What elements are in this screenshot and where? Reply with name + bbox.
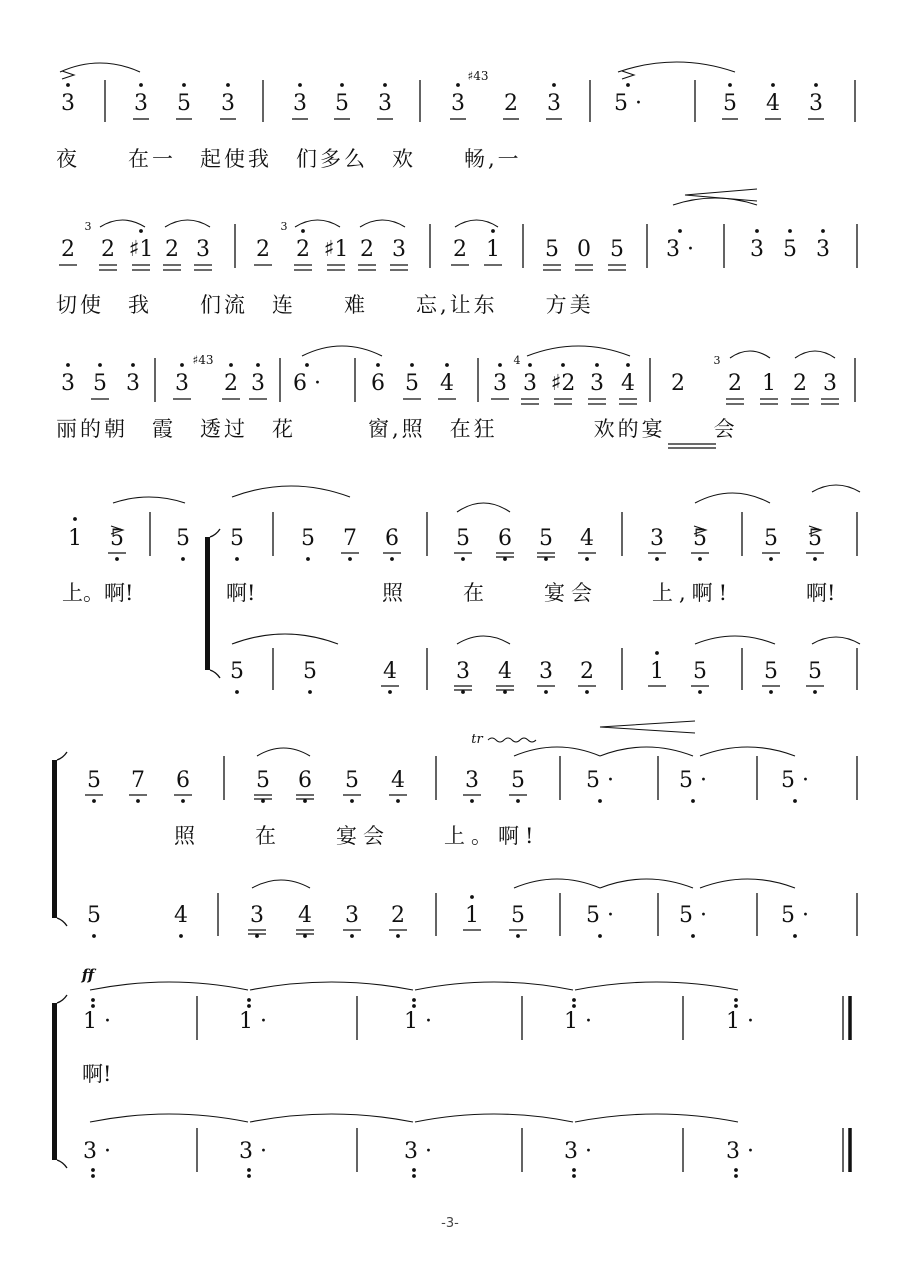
note-digit: 5 bbox=[301, 526, 315, 551]
slur-mark bbox=[730, 351, 770, 358]
note-digit: 5 bbox=[405, 371, 419, 396]
note-digit: 5 bbox=[345, 768, 359, 793]
note-digit: 5 bbox=[176, 526, 190, 551]
slur-mark bbox=[90, 1114, 248, 1122]
note-digit: 1 · bbox=[404, 1009, 432, 1034]
octave-dot-above bbox=[226, 83, 230, 87]
note-digit: 3 · bbox=[666, 237, 694, 262]
slur-mark bbox=[527, 346, 630, 356]
octave-dot-below bbox=[247, 1174, 251, 1178]
note-digit: 5 · bbox=[679, 768, 707, 793]
note-digit: 3 · bbox=[83, 1139, 111, 1164]
bracket-hook bbox=[210, 670, 220, 678]
octave-dot-above bbox=[247, 998, 251, 1002]
octave-dot-above bbox=[626, 83, 630, 87]
note-digit: 1 bbox=[68, 526, 82, 551]
octave-dot-above bbox=[678, 229, 682, 233]
note-digit: 2 bbox=[728, 371, 742, 396]
octave-dot-above bbox=[66, 363, 70, 367]
note-digit: 5 bbox=[764, 659, 778, 684]
octave-dot-above bbox=[412, 998, 416, 1002]
octave-dot-above bbox=[445, 363, 449, 367]
note-digit: 5 · bbox=[679, 903, 707, 928]
note-digit: 5 bbox=[539, 526, 553, 551]
note-digit: 5 bbox=[610, 237, 624, 262]
octave-dot-below bbox=[769, 557, 773, 561]
bracket-hook bbox=[57, 752, 67, 760]
octave-dot-above bbox=[728, 83, 732, 87]
slur-mark bbox=[232, 486, 350, 497]
octave-dot-below bbox=[734, 1174, 738, 1178]
dynamic-mark: ff bbox=[81, 966, 95, 984]
note-digit: 2 bbox=[504, 91, 518, 116]
note-digit: 3 bbox=[378, 91, 392, 116]
octave-dot-above bbox=[91, 998, 95, 1002]
slur-mark bbox=[415, 982, 573, 990]
note-digit: 5 bbox=[93, 371, 107, 396]
note-digit: 2 bbox=[580, 659, 594, 684]
slur-mark bbox=[812, 637, 860, 644]
slur-mark bbox=[415, 1114, 573, 1122]
slur-mark bbox=[90, 982, 248, 990]
note-digit: 5 bbox=[511, 903, 525, 928]
lyrics-line-2: 切使 我 们流 连 难 忘,让东 方美 bbox=[56, 293, 594, 317]
note-digit: 5 bbox=[511, 768, 525, 793]
note-digit: 4 bbox=[621, 371, 635, 396]
slur-mark bbox=[295, 220, 340, 227]
octave-dot-above bbox=[182, 83, 186, 87]
octave-dot-below bbox=[412, 1168, 416, 1172]
octave-dot-above bbox=[552, 83, 556, 87]
slur-mark bbox=[232, 634, 338, 644]
note-digit: 3 bbox=[816, 237, 830, 262]
octave-dot-above bbox=[595, 363, 599, 367]
octave-dot-above bbox=[788, 229, 792, 233]
grace-note-mark: 4 bbox=[513, 354, 521, 367]
grace-note-mark: 3 bbox=[280, 220, 288, 233]
bracket-hook bbox=[57, 995, 67, 1003]
note-digit: 7 bbox=[343, 526, 357, 551]
octave-dot-below bbox=[303, 934, 307, 938]
note-digit: 3 · bbox=[239, 1139, 267, 1164]
octave-dot-below bbox=[470, 799, 474, 803]
octave-dot-below bbox=[308, 690, 312, 694]
slur-mark bbox=[360, 220, 405, 227]
note-digit: 2 bbox=[360, 237, 374, 262]
octave-dot-above bbox=[340, 83, 344, 87]
lyrics-line-1: 夜 在一 起使我 们多么 欢 畅,一 bbox=[56, 147, 522, 171]
note-digit: 4 bbox=[766, 91, 780, 116]
octave-dot-below bbox=[350, 799, 354, 803]
octave-dot-below bbox=[461, 690, 465, 694]
slur-mark bbox=[575, 982, 738, 990]
note-digit: 5 bbox=[783, 237, 797, 262]
octave-dot-below bbox=[350, 934, 354, 938]
octave-dot-above bbox=[498, 363, 502, 367]
octave-dot-below bbox=[91, 1174, 95, 1178]
octave-dot-above bbox=[470, 895, 474, 899]
slur-mark bbox=[60, 63, 140, 72]
octave-dot-above bbox=[572, 998, 576, 1002]
accent-mark bbox=[62, 71, 74, 79]
slur-mark bbox=[812, 485, 860, 492]
octave-dot-below bbox=[572, 1174, 576, 1178]
bracket-hook bbox=[210, 529, 220, 537]
octave-dot-below bbox=[698, 557, 702, 561]
lyrics-line-4b: 啊! bbox=[226, 581, 256, 605]
note-digit: 5 bbox=[693, 659, 707, 684]
note-digit: 6 · bbox=[293, 371, 321, 396]
page-number: -3- bbox=[441, 1216, 459, 1231]
slur-mark bbox=[257, 748, 310, 756]
note-digit: 1 bbox=[650, 659, 664, 684]
octave-dot-above bbox=[626, 363, 630, 367]
octave-dot-above bbox=[180, 363, 184, 367]
note-digit: 3 bbox=[547, 91, 561, 116]
note-digit: 3 bbox=[823, 371, 837, 396]
note-digit: 2 bbox=[296, 237, 310, 262]
octave-dot-below bbox=[306, 557, 310, 561]
note-digit: 6 bbox=[498, 526, 512, 551]
lyrics-line-4d: 啊! bbox=[806, 581, 836, 605]
slur-mark bbox=[695, 493, 770, 503]
slur-mark bbox=[618, 62, 735, 72]
note-digit: 5 bbox=[335, 91, 349, 116]
octave-dot-below bbox=[698, 690, 702, 694]
note-digit: 5 bbox=[764, 526, 778, 551]
octave-dot-below bbox=[544, 557, 548, 561]
note-digit: 5 · bbox=[586, 768, 614, 793]
octave-dot-above bbox=[73, 517, 77, 521]
note-digit: 4 bbox=[391, 768, 405, 793]
lyrics-line-5: 照 在 宴会 上。啊! bbox=[174, 824, 540, 848]
octave-dot-below bbox=[691, 934, 695, 938]
octave-dot-below bbox=[793, 934, 797, 938]
slur-mark bbox=[302, 346, 382, 356]
trill-mark: tr bbox=[471, 732, 483, 747]
slur-mark bbox=[113, 497, 185, 503]
hairpin-mark bbox=[600, 721, 695, 733]
note-digit: 1 · bbox=[726, 1009, 754, 1034]
note-digit: 3 bbox=[523, 371, 537, 396]
note-digit: 3 bbox=[196, 237, 210, 262]
note-digit: 3 bbox=[61, 91, 75, 116]
octave-dot-above bbox=[491, 229, 495, 233]
octave-dot-above bbox=[383, 83, 387, 87]
octave-dot-below bbox=[585, 690, 589, 694]
octave-dot-below bbox=[92, 799, 96, 803]
note-digit: 2 bbox=[391, 903, 405, 928]
note-digit: 1 bbox=[465, 903, 479, 928]
slur-mark bbox=[575, 1114, 738, 1122]
note-digit: ♯1 bbox=[128, 237, 154, 262]
octave-dot-above bbox=[572, 1004, 576, 1008]
octave-dot-below bbox=[516, 934, 520, 938]
note-digit: 5 · bbox=[614, 91, 642, 116]
bracket-hook bbox=[57, 1160, 67, 1168]
octave-dot-above bbox=[376, 363, 380, 367]
note-digit: 1 · bbox=[239, 1009, 267, 1034]
slur-mark bbox=[795, 351, 835, 358]
octave-dot-below bbox=[655, 557, 659, 561]
octave-dot-below bbox=[691, 799, 695, 803]
note-digit: 3 bbox=[126, 371, 140, 396]
note-digit: 3 · bbox=[404, 1139, 432, 1164]
octave-dot-below bbox=[503, 690, 507, 694]
octave-dot-above bbox=[131, 363, 135, 367]
octave-dot-above bbox=[412, 1004, 416, 1008]
slur-mark bbox=[514, 879, 600, 888]
note-digit: 5 bbox=[808, 659, 822, 684]
note-digit: 0 bbox=[577, 237, 591, 262]
note-digit: 1 bbox=[762, 371, 776, 396]
octave-dot-above bbox=[734, 1004, 738, 1008]
slur-mark bbox=[250, 982, 413, 990]
lyrics-line-4a: 上。啊! bbox=[62, 581, 134, 605]
octave-dot-below bbox=[390, 557, 394, 561]
note-digit: 3 bbox=[61, 371, 75, 396]
octave-dot-above bbox=[301, 229, 305, 233]
octave-dot-below bbox=[303, 799, 307, 803]
octave-dot-above bbox=[655, 651, 659, 655]
octave-dot-below bbox=[461, 557, 465, 561]
note-digit: 3 bbox=[293, 91, 307, 116]
octave-dot-below bbox=[813, 690, 817, 694]
note-digit: 5 · bbox=[781, 903, 809, 928]
slur-mark bbox=[514, 747, 600, 756]
note-digit: 5 bbox=[87, 768, 101, 793]
note-digit: 3 bbox=[134, 91, 148, 116]
note-digit: 5 bbox=[177, 91, 191, 116]
note-digit: 3 bbox=[650, 526, 664, 551]
note-digit: 2 bbox=[793, 371, 807, 396]
note-digit: 2 bbox=[165, 237, 179, 262]
note-digit: 4 bbox=[383, 659, 397, 684]
grace-note-mark: 3 bbox=[84, 220, 92, 233]
note-digit: 7 bbox=[131, 768, 145, 793]
note-digit: 2 bbox=[101, 237, 115, 262]
grace-note-mark: ♯43 bbox=[192, 353, 214, 367]
octave-dot-below bbox=[396, 799, 400, 803]
note-digit: 5 bbox=[303, 659, 317, 684]
octave-dot-above bbox=[305, 363, 309, 367]
note-digit: 2 bbox=[61, 237, 75, 262]
octave-dot-below bbox=[734, 1168, 738, 1172]
note-digit: 3 bbox=[539, 659, 553, 684]
slur-mark bbox=[250, 1114, 413, 1122]
note-digit: 4 bbox=[440, 371, 454, 396]
octave-dot-below bbox=[181, 799, 185, 803]
note-digit: 3 bbox=[251, 371, 265, 396]
octave-dot-above bbox=[410, 363, 414, 367]
slur-mark bbox=[165, 220, 210, 227]
slur-mark bbox=[600, 879, 693, 888]
system-bracket bbox=[52, 1003, 57, 1160]
octave-dot-below bbox=[115, 557, 119, 561]
octave-dot-below bbox=[136, 799, 140, 803]
lyrics-line-6: 啊! bbox=[82, 1062, 112, 1086]
octave-dot-below bbox=[235, 690, 239, 694]
system-bracket bbox=[205, 537, 210, 670]
octave-dot-above bbox=[247, 1004, 251, 1008]
octave-dot-below bbox=[179, 934, 183, 938]
note-digit: 5 bbox=[545, 237, 559, 262]
note-digit: 5 bbox=[110, 526, 124, 551]
note-digit: 5 bbox=[456, 526, 470, 551]
octave-dot-above bbox=[91, 1004, 95, 1008]
system-bracket bbox=[52, 760, 57, 918]
slur-mark bbox=[673, 198, 757, 205]
octave-dot-above bbox=[456, 83, 460, 87]
octave-dot-above bbox=[734, 998, 738, 1002]
trill-wavy-line bbox=[488, 738, 536, 742]
grace-note-mark: ♯43 bbox=[467, 69, 489, 83]
octave-dot-below bbox=[261, 799, 265, 803]
note-digit: ♯2 bbox=[550, 371, 576, 396]
note-digit: 2 bbox=[224, 371, 238, 396]
octave-dot-above bbox=[66, 83, 70, 87]
octave-dot-below bbox=[396, 934, 400, 938]
note-digit: 5 bbox=[230, 659, 244, 684]
note-digit: 3 bbox=[392, 237, 406, 262]
octave-dot-below bbox=[247, 1168, 251, 1172]
octave-dot-below bbox=[91, 1168, 95, 1172]
octave-dot-above bbox=[139, 83, 143, 87]
slur-mark bbox=[457, 636, 510, 644]
note-digit: 6 bbox=[176, 768, 190, 793]
slur-mark bbox=[457, 503, 510, 512]
note-digit: 2 bbox=[256, 237, 270, 262]
octave-dot-below bbox=[388, 690, 392, 694]
note-digit: 6 bbox=[371, 371, 385, 396]
octave-dot-above bbox=[821, 229, 825, 233]
note-digit: 3 · bbox=[726, 1139, 754, 1164]
note-digit: 6 bbox=[298, 768, 312, 793]
octave-dot-below bbox=[235, 557, 239, 561]
note-digit: 1 · bbox=[564, 1009, 592, 1034]
accent-mark bbox=[622, 71, 634, 79]
note-digit: 5 bbox=[723, 91, 737, 116]
octave-dot-below bbox=[769, 690, 773, 694]
octave-dot-below bbox=[503, 557, 507, 561]
octave-dot-below bbox=[348, 557, 352, 561]
note-digit: 3 bbox=[809, 91, 823, 116]
octave-dot-below bbox=[598, 799, 602, 803]
octave-dot-above bbox=[561, 363, 565, 367]
note-digit: 4 bbox=[174, 903, 188, 928]
slur-mark bbox=[455, 220, 498, 227]
octave-dot-above bbox=[771, 83, 775, 87]
slur-mark bbox=[600, 747, 693, 756]
note-digit: 2 bbox=[453, 237, 467, 262]
note-digit: ♯1 bbox=[323, 237, 349, 262]
octave-dot-above bbox=[528, 363, 532, 367]
note-digit: 4 bbox=[498, 659, 512, 684]
note-digit: 5 bbox=[808, 526, 822, 551]
note-digit: 4 bbox=[298, 903, 312, 928]
lyrics-line-3: 丽的朝 霞 透过 花 窗,照 在狂 欢的宴 会 bbox=[56, 417, 738, 441]
slur-mark bbox=[252, 880, 310, 888]
octave-dot-below bbox=[255, 934, 259, 938]
note-digit: 2 bbox=[671, 371, 685, 396]
note-digit: 3 bbox=[456, 659, 470, 684]
note-digit: 3 bbox=[493, 371, 507, 396]
octave-dot-above bbox=[139, 229, 143, 233]
octave-dot-below bbox=[92, 934, 96, 938]
octave-dot-above bbox=[814, 83, 818, 87]
octave-dot-below bbox=[793, 799, 797, 803]
note-digit: 5 bbox=[230, 526, 244, 551]
octave-dot-above bbox=[229, 363, 233, 367]
octave-dot-above bbox=[98, 363, 102, 367]
lyrics-line-4c: 照 在 宴会 上,啊! bbox=[382, 581, 734, 605]
octave-dot-below bbox=[181, 557, 185, 561]
octave-dot-above bbox=[755, 229, 759, 233]
octave-dot-below bbox=[412, 1174, 416, 1178]
note-digit: 1 · bbox=[83, 1009, 111, 1034]
octave-dot-above bbox=[298, 83, 302, 87]
octave-dot-below bbox=[544, 690, 548, 694]
note-digit: 3 · bbox=[564, 1139, 592, 1164]
note-digit: 5 bbox=[87, 903, 101, 928]
note-digit: 3 bbox=[175, 371, 189, 396]
note-digit: 3 bbox=[451, 91, 465, 116]
octave-dot-below bbox=[516, 799, 520, 803]
octave-dot-below bbox=[598, 934, 602, 938]
octave-dot-below bbox=[585, 557, 589, 561]
note-digit: 3 bbox=[345, 903, 359, 928]
note-digit: 3 bbox=[750, 237, 764, 262]
bracket-hook bbox=[57, 918, 67, 926]
note-digit: 3 bbox=[465, 768, 479, 793]
note-digit: 3 bbox=[590, 371, 604, 396]
note-digit: 3 bbox=[221, 91, 235, 116]
note-digit: 5 bbox=[693, 526, 707, 551]
note-digit: 4 bbox=[580, 526, 594, 551]
note-digit: 6 bbox=[385, 526, 399, 551]
slur-mark bbox=[695, 636, 775, 644]
note-digit: 3 bbox=[250, 903, 264, 928]
slur-mark bbox=[700, 747, 795, 756]
grace-note-mark: 3 bbox=[713, 354, 721, 367]
note-digit: 5 · bbox=[586, 903, 614, 928]
note-digit: 5 bbox=[256, 768, 270, 793]
note-digit: 5 · bbox=[781, 768, 809, 793]
octave-dot-below bbox=[572, 1168, 576, 1172]
note-digit: 1 bbox=[486, 237, 500, 262]
octave-dot-above bbox=[256, 363, 260, 367]
slur-mark bbox=[100, 220, 145, 227]
slur-mark bbox=[700, 879, 795, 888]
octave-dot-below bbox=[813, 557, 817, 561]
